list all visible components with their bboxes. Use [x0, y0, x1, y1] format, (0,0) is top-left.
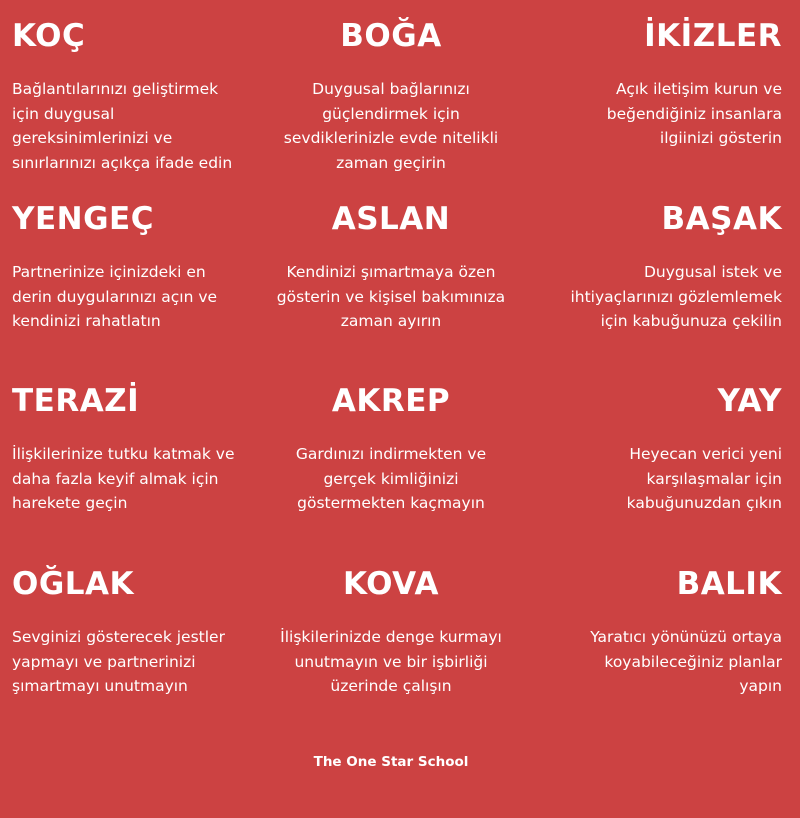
sign-title: YAY	[717, 383, 782, 419]
sign-title: BAŞAK	[661, 201, 782, 237]
sign-text: Partnerinize içinizdeki en derin duygularınızı açın ve kendinizi rahatlatın	[12, 263, 218, 330]
footer-brand: The One Star School	[313, 754, 469, 770]
sign-text: Açık iletişim kurun ve beğendiğiniz insanlara ilgiinizi gösterin	[606, 80, 782, 147]
sign-title: ASLAN	[331, 201, 451, 237]
sign-oglak	[12, 566, 252, 716]
sign-text: Duygusal istek ve ihtiyaçlarınızı gözlemlemek için kabuğunuza çekilin	[570, 263, 782, 330]
sign-title: TERAZİ	[12, 383, 140, 419]
sign-yay	[548, 383, 782, 533]
sign-title: YENGEÇ	[12, 201, 154, 237]
sign-koc	[12, 18, 252, 188]
sign-text: Kendinizi şımartmaya özen gösterin ve kişisel bakımınıza zaman ayırın	[276, 263, 506, 330]
sign-title: OĞLAK	[12, 566, 135, 602]
sign-yengec	[12, 201, 252, 351]
sign-title: KOVA	[342, 566, 440, 602]
sign-title: BALIK	[676, 566, 782, 602]
sign-text: Gardınızı indirmekten ve gerçek kimliğinizi göstermekten kaçmayın	[295, 445, 487, 512]
sign-boga	[266, 18, 516, 188]
sign-text: Duygusal bağlarınızı güçlendirmek için sevdiklerinizle evde nitelikli zaman geçirin	[283, 80, 499, 172]
sign-ikizler	[548, 18, 782, 188]
sign-balik	[548, 566, 782, 716]
sign-text: Bağlantılarınızı geliştirmek için duygusal gereksinimlerinizi ve sınırlarınızı açıkça ifade edin	[12, 80, 233, 172]
sign-akrep	[266, 383, 516, 533]
sign-terazi	[12, 383, 252, 533]
sign-kova	[266, 566, 516, 716]
sign-title: İKİZLER	[644, 18, 782, 54]
sign-text: Sevginizi gösterecek jestler yapmayı ve partnerinizi şımartmayı unutmayın	[12, 628, 225, 695]
sign-text: İlişkilerinizde denge kurmayı unutmayın ve bir işbirliği üzerinde çalışın	[280, 628, 502, 695]
sign-aslan	[266, 201, 516, 351]
sign-text: İlişkilerinize tutku katmak ve daha fazla keyif almak için harekete geçin	[12, 445, 235, 512]
sign-basak	[548, 201, 782, 351]
sign-text: Yaratıcı yönünüzü ortaya koyabileceğiniz planlar yapın	[590, 628, 782, 695]
sign-text: Heyecan verici yeni karşılaşmalar için kabuğunuzdan çıkın	[626, 445, 782, 512]
sign-title: AKREP	[331, 383, 451, 419]
sign-title: KOÇ	[12, 18, 86, 54]
sign-title: BOĞA	[340, 18, 442, 54]
